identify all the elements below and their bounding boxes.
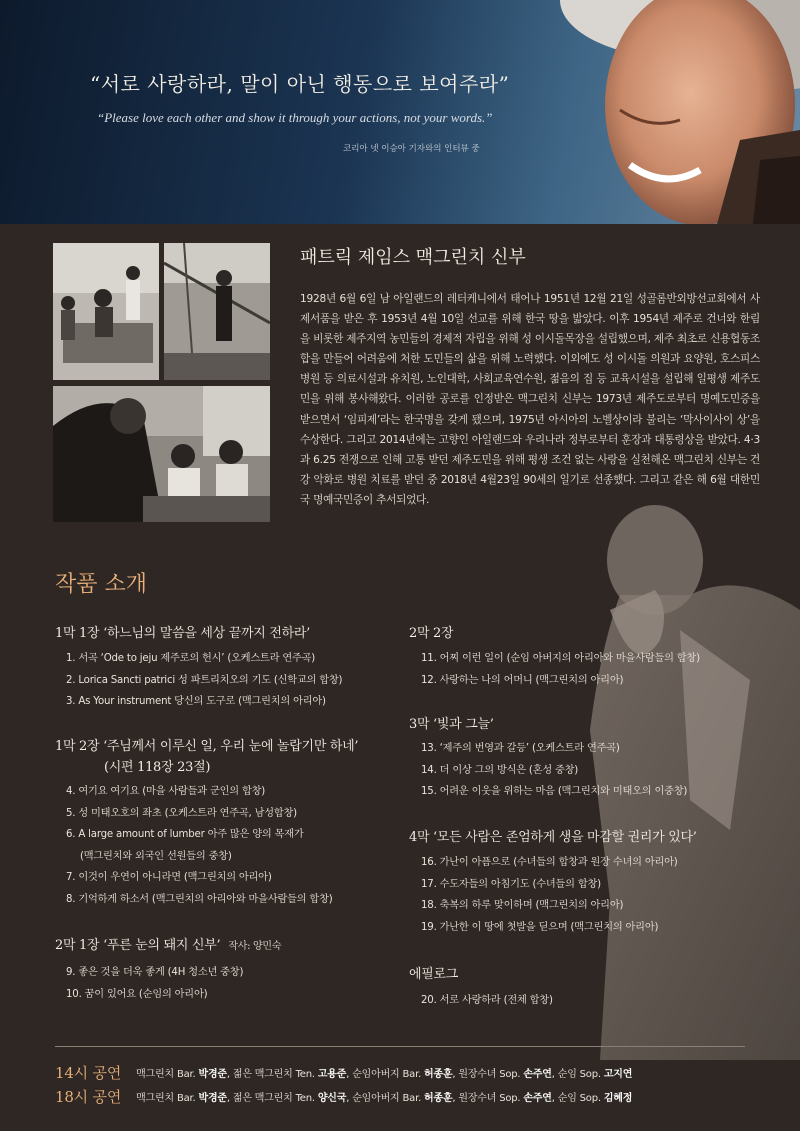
works-section-title: 작품 소개	[55, 572, 148, 597]
cast-name: 박경준	[198, 1069, 227, 1080]
act4-list	[421, 852, 678, 938]
list-item: 5. 성 미태오호의 좌초 (오케스트라 연주곡, 남성합창)	[66, 807, 297, 819]
cast-role: 맥그린치 Bar.	[136, 1069, 196, 1080]
cast-role: 젊은 맥그린치 Ten.	[232, 1069, 315, 1080]
divider	[55, 1046, 745, 1047]
list-item: 16. 가난이 아픔으로 (수녀들의 합창과 원장 수녀의 아리아)	[421, 857, 678, 868]
bio-title: 패트릭 제임스 맥그린치 신부	[300, 247, 526, 268]
list-item: 2. Lorica Sancti patrici 성 파트리치오의 기도 (신학교의 합창)	[66, 674, 343, 686]
act2-scene1-list	[66, 962, 243, 1005]
cast-name: 허종훈	[424, 1069, 453, 1080]
quote-korean: “서로 사랑하라, 말이 아닌 행동으로 보여주라”	[90, 72, 510, 96]
list-item: 1. 서곡 ‘Ode to jeju 제주로의 헌시’ (오케스트라 연주곡)	[66, 653, 316, 664]
performance-time: 14시 공연	[55, 1064, 122, 1082]
act4-title: 4막 ‘모든 사람은 존엄하게 생을 마감할 권리가 있다’	[409, 830, 697, 845]
list-item: 10. 꿈이 있어요 (순임의 아리아)	[66, 988, 208, 1000]
cast-name: 김혜정	[603, 1093, 633, 1104]
act2-scene2-title: 2막 2장	[409, 626, 454, 641]
cast-role: 원장수녀 Sop.	[458, 1093, 521, 1104]
list-item: 20. 서로 사랑하라 (전체 합창)	[421, 995, 553, 1006]
list-item: 9. 좋은 것을 더욱 좋게 (4H 청소년 중창)	[66, 967, 244, 978]
performance-time: 18시 공연	[55, 1088, 122, 1106]
list-item: 6. A large amount of lumber 아주 많은 양의 목재가	[66, 829, 304, 840]
list-item: 7. 이것이 우연이 아니라면 (맥그린치의 아리아)	[66, 872, 272, 883]
quote-credit: 코리아 넷 이승아 기자와의 인터뷰 중	[343, 144, 480, 154]
cast-name: 손주연	[523, 1069, 552, 1080]
act1-scene2-title: 1막 2장 ‘주님께서 이루신 일, 우리 눈에 놀랍기만 하네’	[55, 739, 359, 754]
list-item: 11. 어찌 이런 일이 (순임 아버지의 아리아와 마을사람들의 합창)	[421, 653, 700, 664]
cast-name: 양신국	[317, 1093, 347, 1104]
epilogue-list	[421, 990, 553, 1012]
list-item: 17. 수도자들의 아침기도 (수녀들의 합창)	[421, 878, 601, 890]
archive-photo-workshop	[53, 243, 159, 380]
list-item: 18. 축복의 하루 맞이하며 (맥그린치의 아리아)	[421, 900, 624, 911]
cast-name: 박경준	[198, 1093, 227, 1104]
cast-role: 순임아버지 Bar.	[352, 1069, 422, 1080]
list-item: 12. 사랑하는 나의 어머니 (맥그린치의 아리아)	[421, 674, 624, 686]
cast-role: 맥그린치 Bar.	[136, 1093, 196, 1104]
list-item: 4. 여기요 여기요 (마을 사람들과 군인의 합창)	[66, 786, 265, 797]
cast-name: 손주연	[523, 1093, 552, 1104]
portrait-photo	[560, 0, 800, 224]
act2-scene1-title-text: 2막 1장 ‘푸른 눈의 돼지 신부’	[55, 938, 221, 953]
list-item: 14. 더 이상 그의 방식은 (혼성 중창)	[421, 764, 579, 776]
cast-role: 원장수녀 Sop.	[458, 1069, 521, 1080]
cast-name: 허종훈	[424, 1093, 453, 1104]
cast-role: 젊은 맥그린치 Ten.	[232, 1093, 315, 1104]
performance-row: 14시 공연 맥그린치 Bar. 박경준, 젊은 맥그린치 Ten. 고용준, 순임아버지 Bar. 허종훈, 원장수녀 Sop. 손주연, 순임 Sop. 고지연	[55, 1064, 633, 1082]
act3-title: 3막 ‘빛과 그늘’	[409, 717, 494, 732]
archive-photo-ship	[164, 243, 270, 380]
lyricist-note: 작사: 양민숙	[228, 941, 282, 952]
act1-scene1-title: 1막 1장 ‘하느님의 말씀을 세상 끝까지 전하라’	[55, 626, 310, 641]
act1-scene2-list	[66, 781, 332, 910]
list-item: (맥그린치와 외국인 선원들의 중창)	[80, 850, 232, 862]
cast-role: 순임아버지 Bar.	[352, 1093, 422, 1104]
archive-photo-classroom	[53, 386, 270, 522]
act2-scene1-title	[55, 934, 281, 953]
cast-role: 순임 Sop.	[557, 1069, 601, 1080]
cast-role: 순임 Sop.	[557, 1093, 601, 1104]
list-item: 3. As Your instrument 당신의 도구로 (맥그린치의 아리아)	[66, 696, 326, 707]
performance-row: 18시 공연 맥그린치 Bar. 박경준, 젊은 맥그린치 Ten. 양신국, 순임아버지 Bar. 허종훈, 원장수녀 Sop. 손주연, 순임 Sop. 김혜정	[55, 1088, 633, 1106]
cast-name: 고용준	[317, 1069, 347, 1080]
list-item: 8. 기억하게 하소서 (맥그린치의 아리아와 마을사람들의 합창)	[66, 893, 333, 905]
epilogue-title: 에필로그	[409, 967, 459, 982]
cast-name: 고지연	[603, 1069, 633, 1080]
list-item: 19. 가난한 이 땅에 첫발을 딛으며 (맥그린치의 아리아)	[421, 921, 659, 933]
act1-scene2-subtitle: (시편 118장 23절)	[104, 760, 211, 775]
act2-scene2-list	[421, 648, 700, 691]
list-item: 15. 어려운 이웃을 위하는 마음 (맥그린치와 미태오의 이중창)	[421, 786, 688, 797]
act3-list	[421, 738, 687, 803]
quote-english: “Please love each other and show it through your actions, not your words.”	[97, 110, 493, 125]
act1-scene1-list	[66, 648, 342, 713]
hero-banner	[0, 0, 800, 224]
bio-text: 1928년 6월 6일 남 아일랜드의 레터케니에서 태어나 1951년 12월 21일 성골롬반외방선교회에서 사제서품을 받은 후 1953년 4월 10일 선교를 위해 한국 땅을 밟았다. 이후 1954년 제주로 건너와 한림을 비롯한 제주지역 농민들의 경제적 자립을 위해 성 이시돌목장을 설립했으며, 제주 최초로 신용협동조합을 만들어 어려움에 처한 도민들의 삶을 위해 노력했다. 이외에도 성 이시돌 의원과 요양원, 호스피스 병원 등 의료시설과 유치원, 노인대학, 사회교육연수원, 젊음의 집 등 교육시설을 설립해 일평생 제주도민을 위해 봉사해왔다. 이러한 공로를 인정받은 맥그린치 신부는 1973년 제주도로부터 명예도민증을 받으면서 ‘임피제’라는 한국명을 갖게 됐으며, 1975년 아시아의 노벨상이라 불리는 ‘막사이사이 상’을 수상한다. 그리고 2014년에는 고향인 아일랜드와 우리나라 정부로부터 훈장과 대통령상을 받았다. 4·3과 6.25 전쟁으로 인해 고통 받던 제주도민을 위해 평생 조건 없는 사랑을 실천해온 맥그린치 신부는 건강 악화로 병원 치료를 받던 중 2018년 4월23일 90세의 일기로 선종했다. 그리고 같은 해 6월 대한민국 명예국민증이 추서되었다.	[300, 293, 760, 506]
list-item: 13. ‘제주의 번영과 갈등’ (오케스트라 연주곡)	[421, 743, 620, 754]
